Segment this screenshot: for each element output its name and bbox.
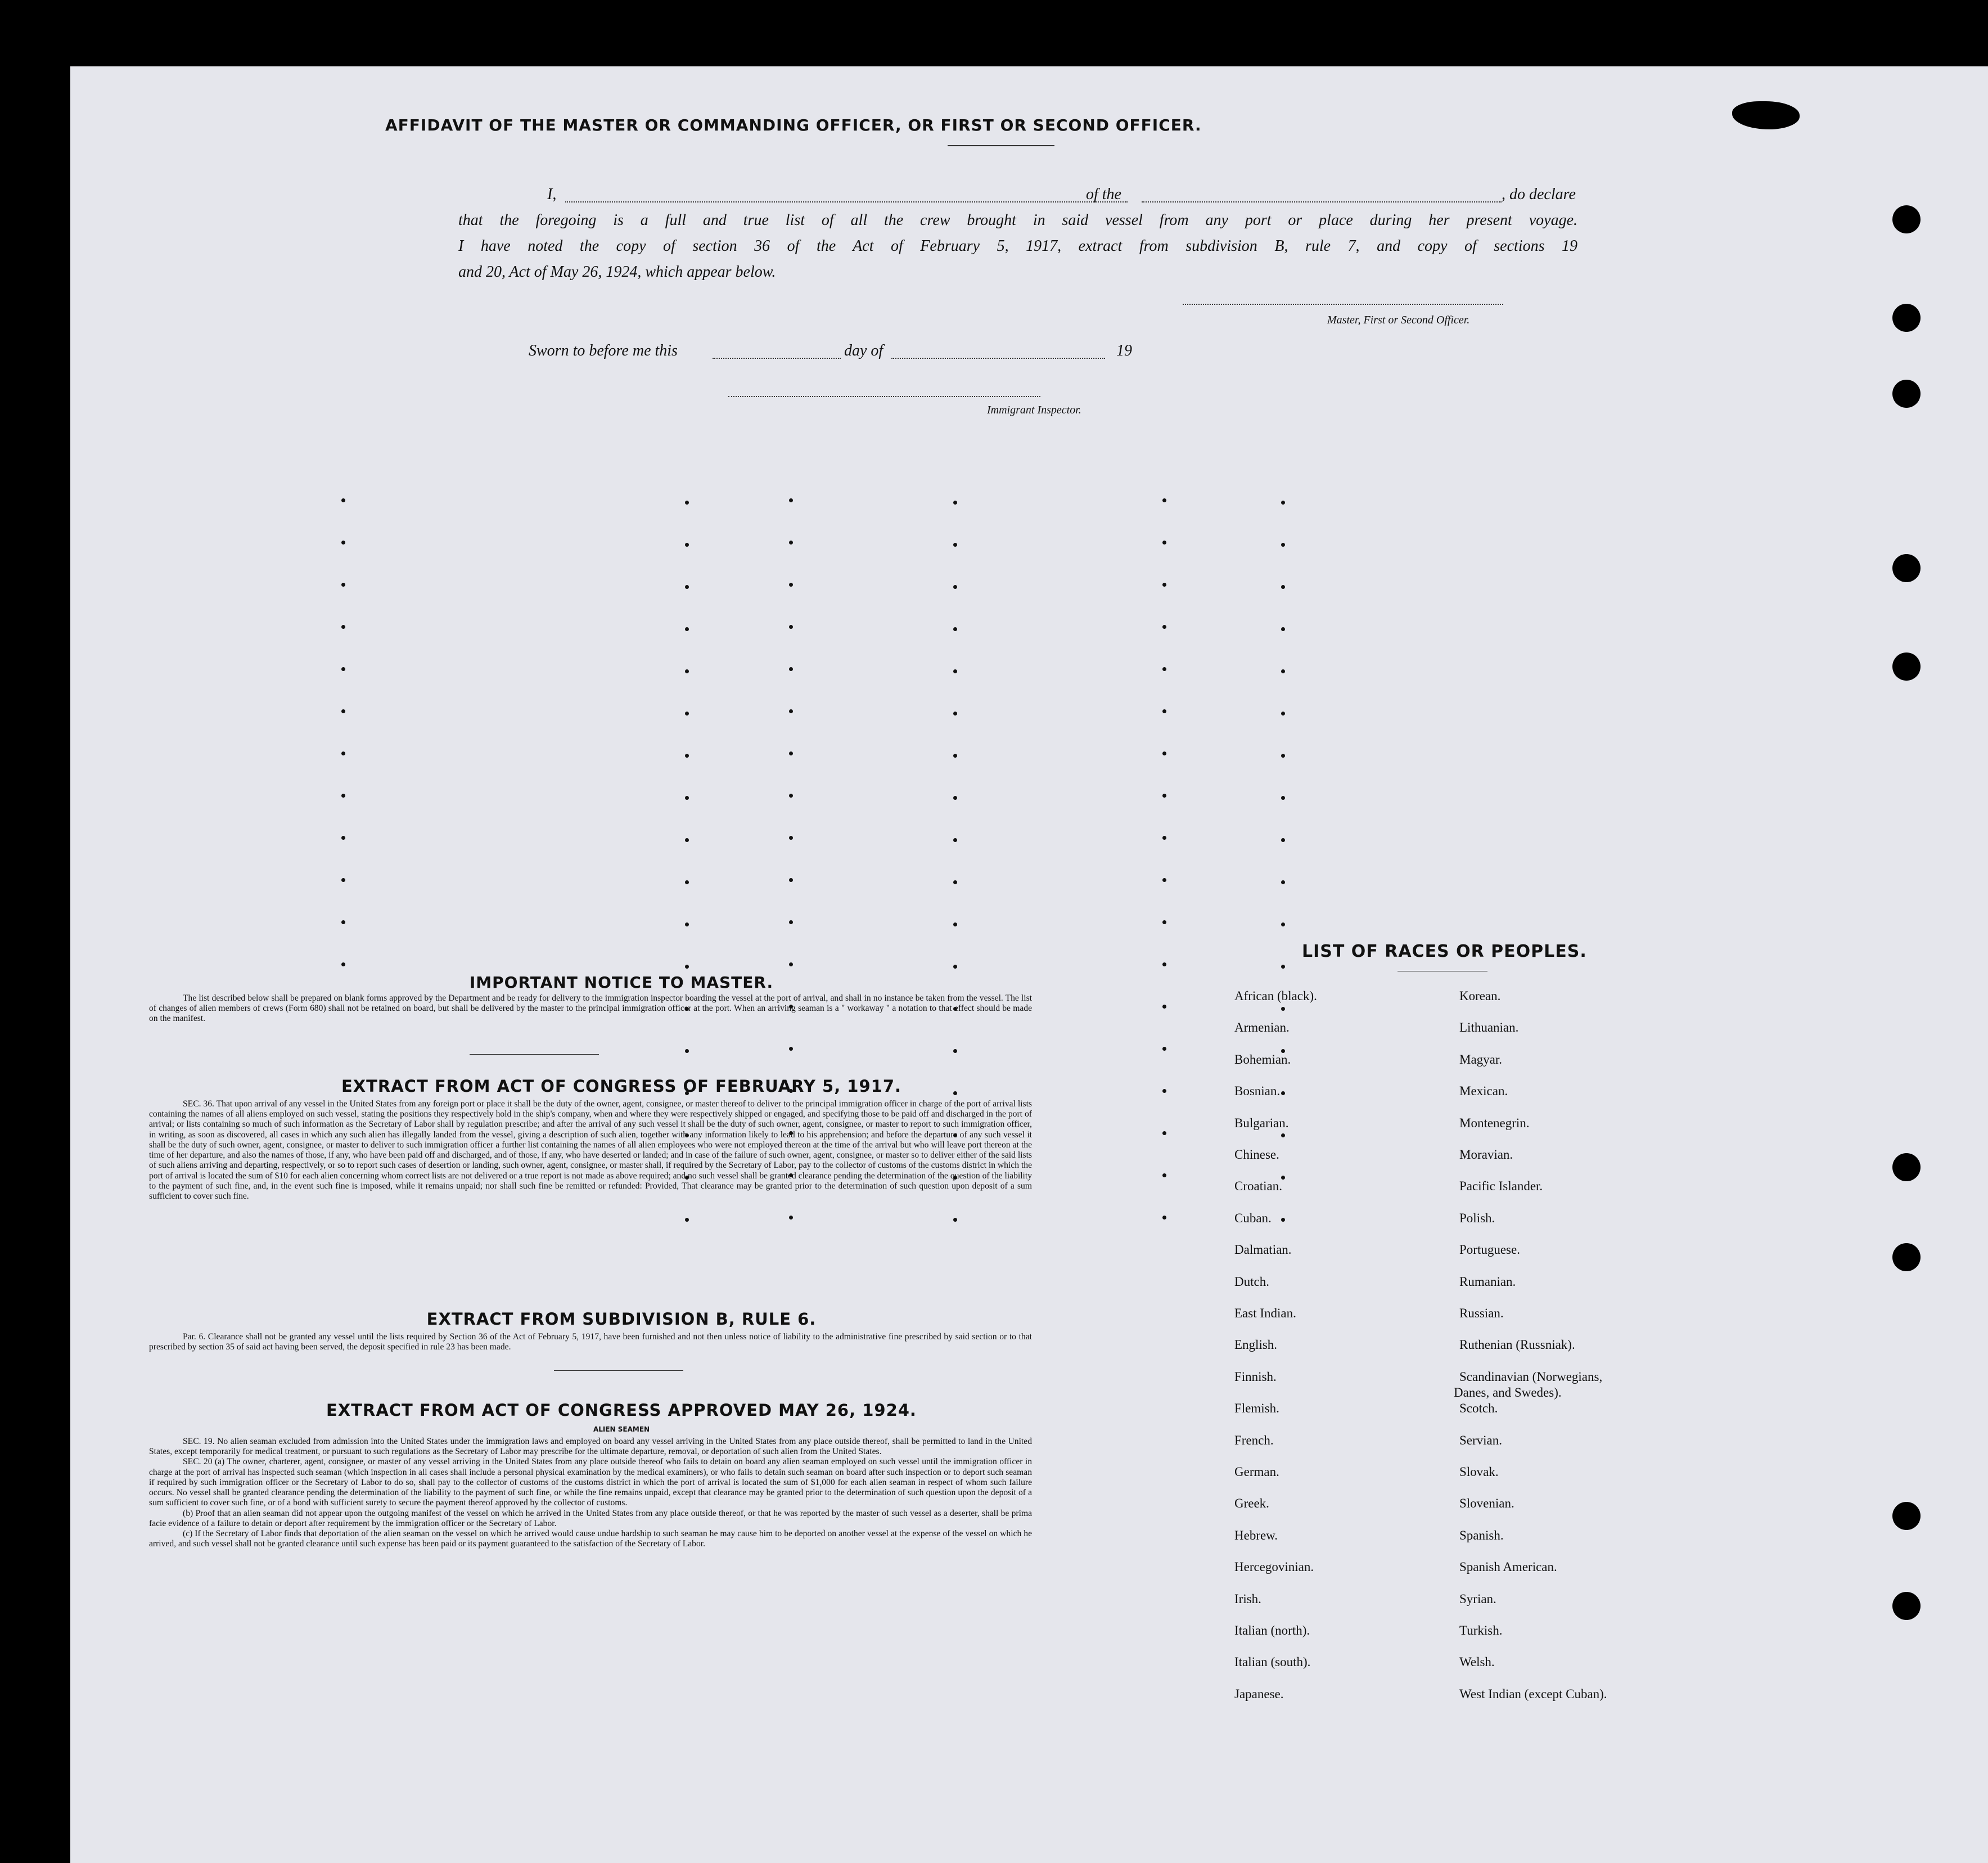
- sworn-month-blank[interactable]: [891, 358, 1105, 359]
- race-item: Syrian.: [1459, 1591, 1496, 1606]
- ruling-dot: [685, 712, 689, 716]
- ruling-dot: [789, 962, 793, 966]
- race-item: Russian.: [1459, 1306, 1504, 1320]
- ruling-dot: [1162, 962, 1166, 966]
- ruling-dot: [789, 625, 793, 629]
- punch-hole: [1892, 652, 1921, 681]
- ruling-dot: [341, 625, 345, 629]
- ruling-dot: [953, 669, 957, 673]
- ruling-dot: [1162, 1005, 1166, 1009]
- ruling-dot: [1281, 585, 1285, 589]
- ruling-dot: [789, 498, 793, 502]
- race-item: Montenegrin.: [1459, 1115, 1530, 1130]
- ruling-dot: [789, 583, 793, 587]
- name-blank[interactable]: [565, 201, 1128, 202]
- extract-1924-body: [149, 1437, 1032, 1550]
- ruling-dot: [1162, 794, 1166, 798]
- race-item: Spanish American.: [1459, 1560, 1557, 1574]
- sec-20b: (b) Proof that an alien seaman did not appear upon the outgoing manifest of the vessel on which he arrived in the United States from any place outside thereof, or that he was reported by the master of such vessel as a deserter, shall be prima facie evidence of a failure to detain or deport after requirement by the immigration officer or the Secretary of Labor.: [149, 1508, 1032, 1528]
- ruling-dot: [789, 1216, 793, 1220]
- ruling-dot: [685, 627, 689, 631]
- notice-divider: [470, 1054, 599, 1055]
- race-item: Bosnian.: [1234, 1084, 1281, 1099]
- ruling-dot: [341, 794, 345, 798]
- ruling-dot: [953, 880, 957, 884]
- ruling-dot: [953, 712, 957, 716]
- punch-hole: [1892, 1243, 1921, 1271]
- ruling-dot: [685, 880, 689, 884]
- ruling-dot: [789, 541, 793, 544]
- race-item: Turkish.: [1459, 1623, 1503, 1637]
- ruling-dot: [1281, 1091, 1285, 1095]
- ruling-dot: [1162, 541, 1166, 544]
- ruling-dot: [953, 1218, 957, 1222]
- ruling-dot: [953, 543, 957, 547]
- punch-hole: [1892, 554, 1921, 582]
- vessel-blank[interactable]: [1142, 201, 1502, 202]
- punch-hole: [1892, 205, 1921, 233]
- ruling-dot: [685, 1049, 689, 1053]
- race-item: French.: [1234, 1433, 1274, 1447]
- affidavit-line1-i: I,: [547, 186, 557, 203]
- race-item: Dutch.: [1234, 1274, 1269, 1289]
- ruling-dot: [789, 1047, 793, 1051]
- ruling-dot: [1162, 1089, 1166, 1093]
- ruling-dot: [1162, 667, 1166, 671]
- ruling-dot: [685, 543, 689, 547]
- title-underline: [948, 145, 1054, 146]
- ruling-dot: [1281, 543, 1285, 547]
- ruling-dot: [685, 585, 689, 589]
- ruling-dot: [1281, 1218, 1285, 1222]
- rule6-divider: [554, 1370, 683, 1371]
- ruling-dot: [1281, 838, 1285, 842]
- affidavit-line3: I have noted the copy of section 36 of the Act of February 5, 1917, extract from subdivision B, rule 7, and copy of sections 19: [458, 237, 1577, 255]
- ruling-dot: [341, 667, 345, 671]
- ruling-dot: [789, 878, 793, 882]
- race-item: Scotch.: [1459, 1401, 1498, 1416]
- race-item: Portuguese.: [1459, 1243, 1520, 1257]
- race-item: Polish.: [1459, 1210, 1495, 1225]
- race-item: Lithuanian.: [1459, 1020, 1519, 1035]
- ruling-dot: [953, 1049, 957, 1053]
- ruling-dot: [1281, 1133, 1285, 1137]
- affidavit-line1-declare: , do declare: [1502, 186, 1576, 203]
- ruling-dot: [1162, 878, 1166, 882]
- ruling-dot: [789, 836, 793, 840]
- ruling-dot: [953, 627, 957, 631]
- notice-title: IMPORTANT NOTICE TO MASTER.: [469, 973, 774, 992]
- race-item: Welsh.: [1459, 1655, 1495, 1670]
- sworn-day-blank[interactable]: [713, 358, 841, 359]
- affidavit-line1-of-the: of the: [1086, 186, 1121, 203]
- signature-caption: Master, First or Second Officer.: [1327, 314, 1470, 326]
- sec-19: SEC. 19. No alien seaman excluded from admission into the United States under the immigration laws and employed on board any vessel arriving in the United States from any place outside thereof, shall be permitted to land in the United States, except temporarily for medical treatment, or pursuant to such regulations as the Secretary of Labor may prescribe for the ultimate departure, removal, or deportation of such alien from the United States.: [149, 1437, 1032, 1457]
- ruling-dot: [1162, 709, 1166, 713]
- extract-rule6-title: EXTRACT FROM SUBDIVISION B, RULE 6.: [426, 1310, 817, 1329]
- affidavit-title: AFFIDAVIT OF THE MASTER OR COMMANDING OFFICER, OR FIRST OR SECOND OFFICER.: [385, 116, 1202, 134]
- ruling-dot: [341, 541, 345, 544]
- ruling-dot: [1162, 625, 1166, 629]
- ruling-dot: [685, 669, 689, 673]
- race-item: African (black).: [1234, 989, 1317, 1003]
- ruling-dot: [1162, 752, 1166, 755]
- ruling-dot: [953, 754, 957, 758]
- ruling-dot: [953, 838, 957, 842]
- race-item: Croatian.: [1234, 1179, 1282, 1194]
- ruling-dot: [953, 796, 957, 800]
- ruling-dot: [1281, 754, 1285, 758]
- race-item: Korean.: [1459, 989, 1501, 1003]
- ruling-dot: [1281, 712, 1285, 716]
- race-item: East Indian.: [1234, 1306, 1296, 1320]
- sec-20a: SEC. 20 (a) The owner, charterer, agent, consignee, or master of any vessel arriving in the United States from any place outside thereof who fails to detain on board any alien seaman employed on such vessel until the immigration officer in charge at the port of arrival has inspected such seaman (which inspection in all cases shall include a personal physical examination by the medical examiners), or who fails to detain such seaman on board after such inspection or to deport such seaman if required by such immigration officer or the Secretary of Labor to do so, shall pay to the collector of customs of the customs district in which the port of arrival is located the sum of $1,000 for each alien seaman in respect of whom such failure occurs. No vessel shall be granted clearance pending the determination of the liability to the payment of such fine, or while the fine remains unpaid, except that clearance may be granted prior to the determination of such question upon the deposit of a sum sufficient to cover such fine, or of a bond with sufficient surety to secure the payment thereof approved by the collector of customs.: [149, 1457, 1032, 1508]
- race-item: Dalmatian.: [1234, 1243, 1292, 1257]
- ruling-dot: [1281, 922, 1285, 926]
- ruling-dot: [1162, 1131, 1166, 1135]
- race-item: Finnish.: [1234, 1369, 1277, 1384]
- race-item: Japanese.: [1234, 1686, 1284, 1701]
- ruling-dot: [685, 501, 689, 505]
- race-item: Pacific Islander.: [1459, 1179, 1543, 1194]
- document-sheet: [70, 66, 1988, 1863]
- races-title: LIST OF RACES OR PEOPLES.: [1302, 942, 1587, 961]
- ruling-dot: [1162, 1173, 1166, 1177]
- ruling-dot: [1281, 669, 1285, 673]
- affidavit-line4: and 20, Act of May 26, 1924, which appear below.: [458, 263, 776, 281]
- ruling-dot: [341, 920, 345, 924]
- ruling-dot: [685, 754, 689, 758]
- ruling-dot: [1162, 920, 1166, 924]
- race-item: Rumanian.: [1459, 1274, 1516, 1289]
- race-item: Italian (north).: [1234, 1623, 1310, 1637]
- ruling-dot: [953, 965, 957, 969]
- race-scandinavian-cont: Danes, and Swedes).: [1454, 1385, 1562, 1400]
- race-item: Moravian.: [1459, 1148, 1513, 1162]
- race-item: Chinese.: [1234, 1148, 1279, 1162]
- sworn-prefix: Sworn to before me this: [529, 342, 678, 359]
- race-item: Slovak.: [1459, 1465, 1499, 1479]
- race-item: Hercegovinian.: [1234, 1560, 1314, 1574]
- race-item: Flemish.: [1234, 1401, 1279, 1416]
- notice-body: The list described below shall be prepared on blank forms approved by the Department and be ready for delivery to the immigration inspector boarding the vessel at the port of arrival, and shall in no instance be taken from the vessel. The list of changes of alien members of crews (Form 680) shall not be retained on board, but shall be delivered by the master to the principal immigration officer at the port. When an arriving seaman is a " workaway " a notation to that effect should be made on the manifest.: [149, 993, 1032, 1024]
- ruling-dot: [1281, 880, 1285, 884]
- punch-hole: [1892, 1592, 1921, 1620]
- race-item: Irish.: [1234, 1591, 1261, 1606]
- ruling-dot: [341, 878, 345, 882]
- ruling-dot: [685, 838, 689, 842]
- signature-line[interactable]: [1183, 304, 1503, 305]
- sworn-day-of: day of: [844, 342, 883, 359]
- race-item: Slovenian.: [1459, 1496, 1514, 1511]
- race-item: Magyar.: [1459, 1052, 1503, 1066]
- extract-1924-subtitle: ALIEN SEAMEN: [593, 1425, 650, 1433]
- punch-hole: [1892, 1153, 1921, 1181]
- ruling-dot: [1281, 501, 1285, 505]
- race-item: Bulgarian.: [1234, 1115, 1289, 1130]
- ruling-dot: [1162, 583, 1166, 587]
- ruling-dot: [341, 752, 345, 755]
- ruling-dot: [789, 794, 793, 798]
- ruling-dot: [1162, 1216, 1166, 1220]
- race-item: Armenian.: [1234, 1020, 1290, 1035]
- race-item: Servian.: [1459, 1433, 1503, 1447]
- ruling-dot: [341, 709, 345, 713]
- ruling-dot: [1281, 965, 1285, 969]
- ruling-dot: [1162, 498, 1166, 502]
- extract-1917-title: EXTRACT FROM ACT OF CONGRESS OF FEBRUARY 5, 1917.: [341, 1077, 902, 1096]
- race-item: Greek.: [1234, 1496, 1269, 1511]
- ruling-dot: [341, 498, 345, 502]
- ruling-dot: [953, 501, 957, 505]
- ruling-dot: [789, 920, 793, 924]
- extract-1917-body: SEC. 36. That upon arrival of any vessel in the United States from any foreign port or place it shall be the duty of the owner, agent, consignee, or master thereof to deliver to the principal immigration officer in charge of the port of arrival lists containing the names of all aliens employed on such vessel, stating the positions they respectively hold in the ship's company, when and where they were respectively shipped or engaged, and specifying those to be paid off and discharged in the port of arrival; or lists containing so much of such information as the Secretary of Labor shall by regulation prescribe; and after the arrival of any such vessel it shall be the duty of such owner, agent, consignee, or master to report to such immigration officer, in writing, as soon as discovered, all cases in which any such alien has illegally landed from the vessel, giving a description of such alien, together with any information likely to lead to his apprehension; and before the departure of any such vessel it shall be the duty of such owner, agent, consignee, or master to deliver to such immigration officer a further list containing the names of all alien employees who were not employed thereon at the time of the arrival but who will leave port thereon at the time of her departure, and also the names of those, if any, who have been paid off and discharged, and of those, if any, who have deserted or landed; and in case of the failure of such owner, agent, consignee, or master so to deliver either of the said lists of such aliens arriving and departing, respectively, or so to report such cases of desertion or landing, such owner, agent, consignee, or master shall, if required by the Secretary of Labor, pay to the collector of customs of the customs district in which the port of arrival is located the sum of $10 for each alien concerning whom correct lists are not delivered or a true report is not made as above required; and no such vessel shall be granted clearance pending the determination of the question of the liability to the payment of such fine, and, in the event such fine is imposed, while it remains unpaid; nor shall such fine be remitted or refunded: Provided, That clearance may be granted prior to the determination of such question upon deposit of a sum sufficient to cover such fine.: [149, 1099, 1032, 1202]
- sec-20c: (c) If the Secretary of Labor finds that deportation of the alien seaman on the vessel on which he arrived would cause undue hardship to such seaman he may cause him to be deported on another vessel at the expense of the vessel on which he arrived, and such vessel shall not be granted clearance until such expense has been paid or its payment guaranteed to the satisfaction of the Secretary of Labor.: [149, 1529, 1032, 1549]
- ruling-dot: [341, 583, 345, 587]
- ruling-dot: [341, 962, 345, 966]
- race-item: German.: [1234, 1465, 1279, 1479]
- extract-1924-title: EXTRACT FROM ACT OF CONGRESS APPROVED MAY 26, 1924.: [326, 1401, 917, 1420]
- ruling-dot: [1281, 796, 1285, 800]
- ruling-dot: [685, 1218, 689, 1222]
- extract-rule6-body: Par. 6. Clearance shall not be granted any vessel until the lists required by Section 36 of the Act of February 5, 1917, have been furnished and not then unless notice of liability to the administrative fine prescribed by said section or to that prescribed by section 35 of said act having been served, the deposit specified in rule 23 has been made.: [149, 1332, 1032, 1352]
- ruling-dot: [789, 752, 793, 755]
- ruling-dot: [953, 922, 957, 926]
- ruling-dot: [953, 585, 957, 589]
- ruling-dot: [341, 836, 345, 840]
- race-item: English.: [1234, 1338, 1278, 1352]
- affidavit-line2: that the foregoing is a full and true list of all the crew brought in said vessel from any port or place during her present voyage.: [458, 212, 1577, 229]
- ruling-dot: [685, 922, 689, 926]
- race-item: Cuban.: [1234, 1210, 1272, 1225]
- sworn-year: 19: [1116, 342, 1132, 359]
- ruling-dot: [1281, 627, 1285, 631]
- ruling-dot: [685, 796, 689, 800]
- ruling-dot: [789, 667, 793, 671]
- punch-hole: [1892, 304, 1921, 332]
- race-item: Ruthenian (Russniak).: [1459, 1338, 1575, 1352]
- ruling-dot: [1162, 1047, 1166, 1051]
- race-item: Bohemian.: [1234, 1052, 1291, 1066]
- ruling-dot: [1281, 1007, 1285, 1011]
- race-item: Scandinavian (Norwegians,: [1459, 1369, 1603, 1384]
- race-item: Mexican.: [1459, 1084, 1508, 1099]
- race-item: West Indian (except Cuban).: [1459, 1686, 1607, 1701]
- inspector-signature-line[interactable]: [728, 396, 1040, 397]
- ruling-dot: [685, 965, 689, 969]
- punch-hole: [1892, 1502, 1921, 1530]
- punch-hole: [1892, 380, 1921, 408]
- inspector-caption: Immigrant Inspector.: [987, 404, 1081, 416]
- race-item: Hebrew.: [1234, 1528, 1278, 1542]
- ruling-dot: [789, 709, 793, 713]
- race-item: Spanish.: [1459, 1528, 1504, 1542]
- race-item: Italian (south).: [1234, 1655, 1311, 1670]
- ruling-dot: [1162, 836, 1166, 840]
